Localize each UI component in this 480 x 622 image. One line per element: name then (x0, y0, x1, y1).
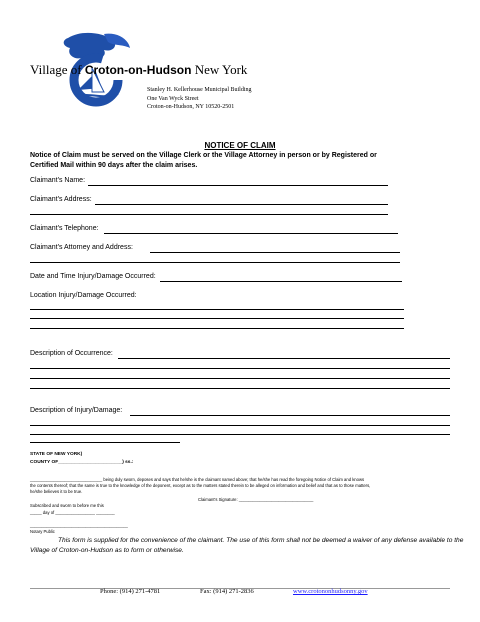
description-occurrence-line[interactable] (118, 358, 450, 359)
form-title: NOTICE OF CLAIM (204, 141, 276, 150)
location-line[interactable] (30, 328, 404, 329)
claimant-telephone-label: Claimant's Telephone: (30, 225, 99, 232)
description-injury-line[interactable] (30, 434, 450, 435)
oath-text: he/she believes it to be true. (30, 489, 83, 494)
municipal-address (147, 86, 251, 112)
village-name: Village of Croton-on-Hudson New York (30, 62, 248, 77)
date-time-line[interactable] (160, 281, 402, 282)
description-occurrence-line[interactable] (30, 388, 450, 389)
description-occurrence-line[interactable] (30, 378, 450, 379)
attorney-address-line[interactable] (150, 252, 400, 253)
website-link[interactable]: www.crotononhudsonny.gov (293, 588, 368, 595)
description-injury-line[interactable] (130, 415, 450, 416)
address-line: Stanley H. Kellerhouse Municipal Building (147, 87, 252, 93)
description-injury-line[interactable] (30, 442, 180, 443)
description-occurrence-label: Description of Occurrence: (30, 350, 113, 357)
description-injury-line[interactable] (30, 425, 450, 426)
location-label: Location Injury/Damage Occurred: (30, 292, 137, 299)
location-line[interactable] (30, 309, 404, 310)
oath-text: the contents thereof; that the same is true to the knowledge of the deponent, except as to the matters stated therein to be alleged on information and belief and that as to those matters, (30, 483, 371, 488)
attorney-address-line-2[interactable] (30, 262, 400, 263)
notary-public-label: Notary Public (30, 529, 55, 534)
disclaimer-note: This form is supplied for the convenience of the claimant. The use of this form shall not be deemed a waiver of any defense available to the Village of Croton-on-Hudson as to form or otherwise. (30, 537, 464, 554)
subscribed-text: Subscribed and sworn to before me this (30, 503, 104, 508)
footer-phone: Phone: (914) 271-4781 (100, 588, 161, 595)
claimant-telephone-line[interactable] (104, 233, 398, 234)
day-of-line[interactable]: _____ day of _________________ ________ (30, 510, 115, 515)
form-intro: Notice of Claim must be served on the Village Clerk or the Village Attorney in person or by Registered or Certified Mail within 90 days after the claim arises. (30, 152, 377, 169)
address-line: One Van Wyck Street (147, 95, 199, 102)
location-line[interactable] (30, 318, 404, 319)
state-line: STATE OF NEW YORK) (30, 452, 83, 457)
oath-text: _______________________________ being duly sworn, deposes and says that he/she is the claimant named above; that he/she has read the foregoing Notice of Claim and knows (30, 477, 365, 482)
address-line: Croton-on-Hudson, NY 10520-2501 (147, 104, 235, 111)
claimant-address-line-2[interactable] (30, 214, 388, 215)
claimant-name-label: Claimant's Name: (30, 177, 86, 184)
description-occurrence-line[interactable] (30, 368, 450, 369)
claimant-address-label: Claimant's Address: (30, 196, 92, 203)
notary-signature-line[interactable]: __________________________________________ (30, 523, 128, 528)
claimant-signature[interactable]: Claimant's Signature: ________________________________ (198, 497, 314, 502)
footer-fax: Fax: (914) 271-2836 (200, 588, 254, 595)
county-line: COUNTY OF________________________) ss.: (30, 460, 134, 465)
date-time-label: Date and Time Injury/Damage Occurred: (30, 273, 156, 280)
claimant-name-line[interactable] (88, 185, 388, 186)
description-injury-label: Description of Injury/Damage: (30, 407, 123, 414)
attorney-address-label: Claimant's Attorney and Address: (30, 244, 133, 251)
claimant-address-line[interactable] (95, 204, 388, 205)
